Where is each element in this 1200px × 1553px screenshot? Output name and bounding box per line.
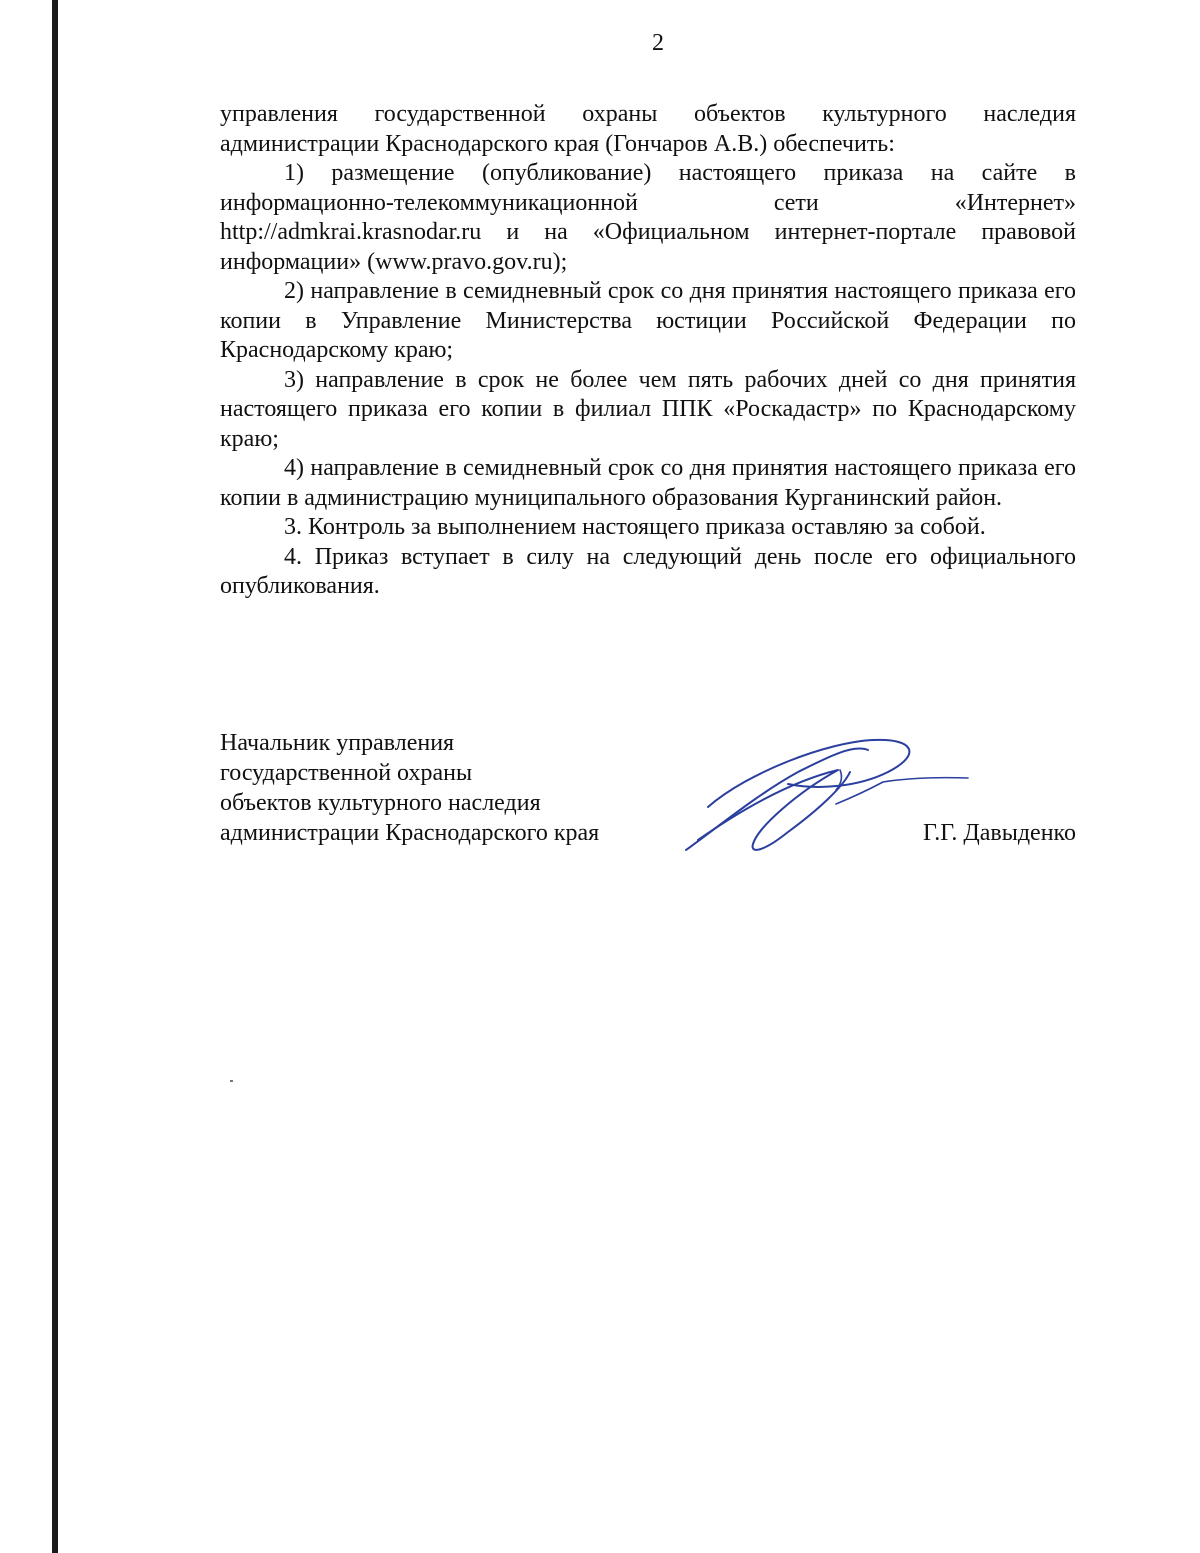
handwritten-signature xyxy=(678,732,978,862)
signatory-title-line: государственной охраны xyxy=(220,760,473,786)
signature-stroke xyxy=(686,749,868,850)
scan-speck xyxy=(230,1080,233,1082)
paragraph-clause-4: 4. Приказ вступает в силу на следующий день после его официального опубликования. xyxy=(220,543,1076,599)
page-number: 2 xyxy=(652,30,664,56)
paragraph-clause-3: 3. Контроль за выполнением настоящего приказа оставляю за собой. xyxy=(284,514,986,540)
signatory-title-line: Начальник управления xyxy=(220,730,455,756)
signatory-name: Г.Г. Давыденко xyxy=(923,820,1076,846)
signatory-title xyxy=(220,728,599,848)
paragraph-item-1: 1) размещение (опубликование) настоящего приказа на сайте в информационно-телекоммуникационной сети «Интернет» http://admkrai.krasnodar.ru и на «Официальном интернет-портале правовой информации» (www.pravo.gov.ru); xyxy=(220,160,1076,275)
signature-stroke xyxy=(836,778,968,804)
signature-stroke xyxy=(698,770,850,850)
signatory-title-line: администрации Краснодарского края xyxy=(220,820,600,846)
paragraph-item-4: 4) направление в семидневный срок со дня принятия настоящего приказа его копии в администрацию муниципального образования Курганинский район. xyxy=(220,455,1076,511)
paragraph-item-2: 2) направление в семидневный срок со дня принятия настоящего приказа его копии в Управление Министерства юстиции Российской Федерации по Краснодарскому краю; xyxy=(220,278,1076,363)
document-body xyxy=(220,100,1076,602)
signature-stroke xyxy=(708,740,909,807)
paragraph-continuation: управления государственной охраны объектов культурного наследия администрации Краснодарского края (Гончаров А.В.) обеспечить: xyxy=(220,101,1076,157)
paragraph-item-3: 3) направление в срок не более чем пять рабочих дней со дня принятия настоящего приказа его копии в филиал ППК «Роскадастр» по Краснодарскому краю; xyxy=(220,366,1076,452)
scan-edge-border xyxy=(52,0,58,1553)
signatory-title-line: объектов культурного наследия xyxy=(220,790,541,816)
